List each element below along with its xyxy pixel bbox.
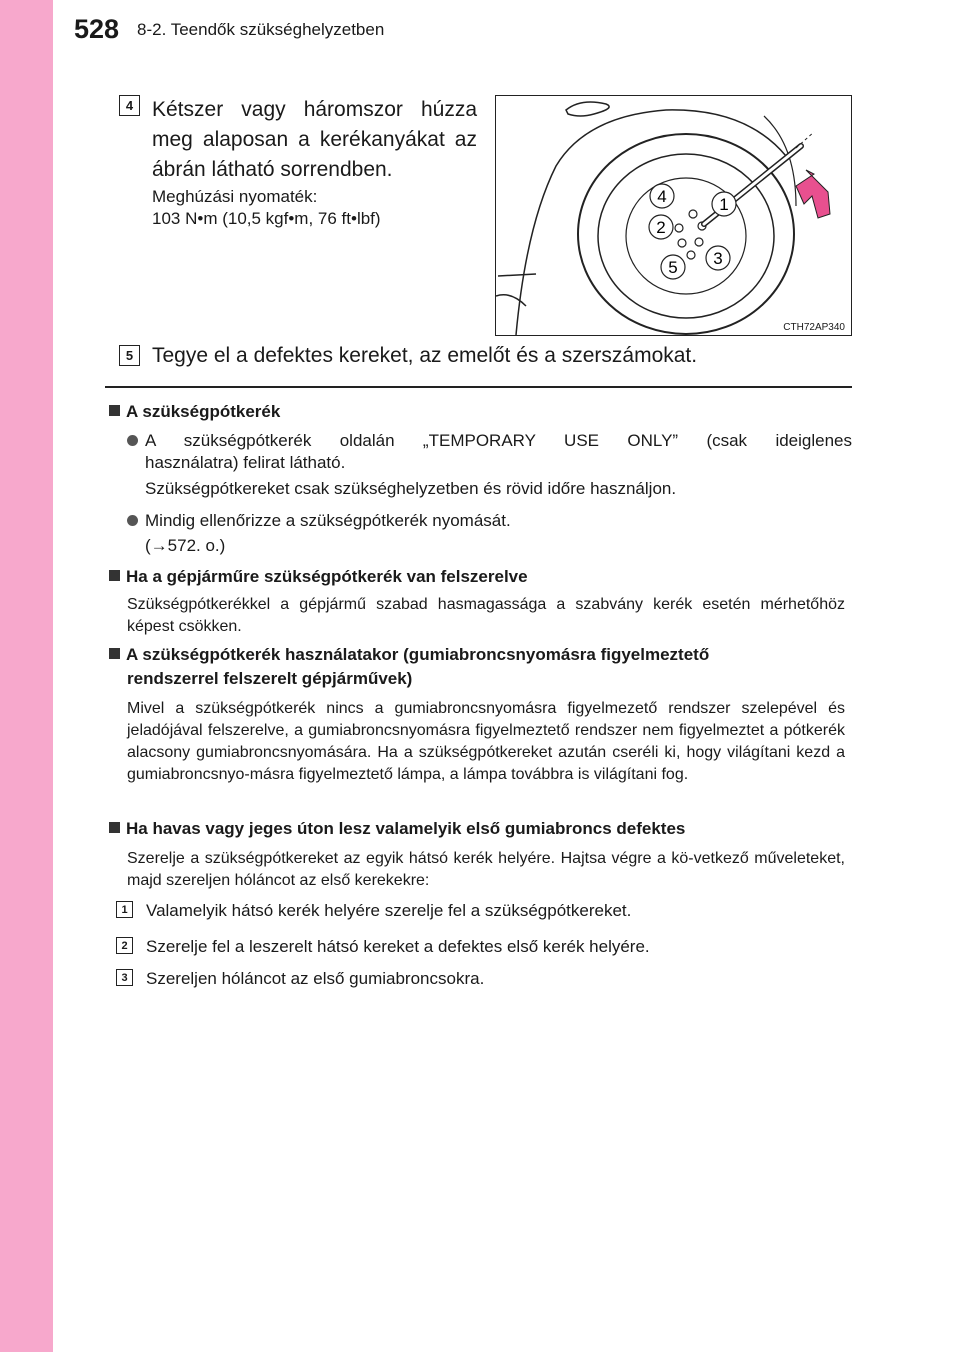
lug-nuts — [675, 210, 706, 259]
step-number-5: 5 — [119, 345, 140, 366]
snow-step-2-text: Szerelje fel a leszerelt hátsó kereket a defektes első kerék helyére. — [146, 937, 650, 956]
spare-bullet-2 — [127, 510, 144, 532]
nut-number-3: 3 — [713, 249, 723, 268]
lug-nut — [689, 210, 697, 218]
tpms-heading-line-2: rendszerrel felszerelt gépjárművek) — [127, 669, 413, 688]
square-bullet-icon — [109, 648, 120, 659]
torque-label: Meghúzási nyomaték: — [152, 187, 318, 206]
lug-nut — [687, 251, 695, 259]
spare-bullet-1 — [127, 430, 144, 452]
nut-number-2: 2 — [656, 218, 666, 237]
section-divider — [105, 386, 852, 388]
square-bullet-icon — [109, 570, 120, 581]
body-line-2 — [498, 274, 536, 276]
wheel-nut-figure — [495, 95, 852, 336]
spare-bullet-1-line-2: használatra) felirat látható. — [145, 453, 346, 472]
torque-spec — [152, 186, 381, 230]
lug-nut — [678, 239, 686, 247]
body-line — [496, 295, 526, 306]
wheel-illustration — [496, 96, 851, 335]
fitted-body: Szükségpótkerékkel a gépjármű szabad hasmagassága a szabvány kerék esetén mérhetőhöz képest csökken. — [127, 596, 845, 635]
lug-nut — [695, 238, 703, 246]
snow-step-3-text: Szereljen hóláncot az első gumiabroncsokra. — [146, 969, 485, 988]
snow-step-number-1: 1 — [116, 901, 133, 918]
spare-bullet-1-line-3: Szükségpótkereket csak szükséghelyzetben és rövid időre használjon. — [145, 479, 677, 498]
snow-heading: Ha havas vagy jeges úton lesz valamelyik első gumiabroncs defektes — [109, 818, 685, 840]
round-bullet-icon — [127, 515, 138, 526]
tire-outline — [578, 134, 794, 334]
step-number-4: 4 — [119, 95, 140, 116]
figure-code: CTH72AP340 — [783, 322, 845, 333]
sidebar-tab — [0, 0, 53, 1352]
section-title: 8-2. Teendők szükséghelyzetben — [137, 20, 385, 39]
nut-order-labels — [649, 184, 736, 279]
torque-value: 103 N•m (10,5 kgf•m, 76 ft•lbf) — [152, 209, 381, 228]
tpms-body: Mivel a szükségpótkerék nincs a gumiabroncsnyomásra figyelmezető rendszer szelepével és jeladójával felszerelve, a gumiabroncsnyomásra figyelmeztető rendszer nem figyelmeztet a pótkerék alacsony gumiabroncsnyomására. Ha a szükségpótkereket azután cseréli ki, hogy világítani kezd a gumiabroncsnyo-másra figyelmeztető lámpa, a lámpa továbbra is világítani fog. — [127, 700, 845, 783]
spare-bullet-2-line-1: Mindig ellenőrizze a szükségpótkerék nyomását. — [145, 511, 511, 530]
fitted-heading: Ha a gépjárműre szükségpótkerék van felszerelve — [109, 566, 528, 588]
fender-detail — [566, 102, 609, 116]
snow-body: Szerelje a szükségpótkereket az egyik hátsó kerék helyére. Hajtsa végre a kö-vetkező műveleteket, majd szereljen hóláncot az első kerekekre: — [127, 850, 845, 889]
lug-nut — [675, 224, 683, 232]
round-bullet-icon — [127, 435, 138, 446]
nut-number-4: 4 — [657, 187, 667, 206]
nut-number-1: 1 — [719, 195, 729, 214]
step-5-text: Tegye el a defektes kereket, az emelőt és a szerszámokat. — [152, 344, 698, 367]
nut-number-5: 5 — [668, 258, 678, 277]
spare-bullet-2-line-2: (→572. o.) — [145, 536, 226, 555]
rotation-arrow-icon — [796, 170, 830, 218]
snow-step-1-text: Valamelyik hátsó kerék helyére szerelje fel a szükségpótkereket. — [146, 901, 632, 920]
page-number: 528 — [74, 14, 120, 44]
tpms-heading: A szükségpótkerék használatakor (gumiabroncsnyomásra figyelmeztető — [109, 644, 709, 666]
snow-step-number-2: 2 — [116, 937, 133, 954]
square-bullet-icon — [109, 822, 120, 833]
square-bullet-icon — [109, 405, 120, 416]
step-4-text: Kétszer vagy háromszor húzza meg alaposan a kerékanyákat az ábrán látható sorrendben. — [152, 98, 477, 181]
spare-bullet-1-line-1: A szükségpótkerék oldalán „TEMPORARY USE ONLY” (csak ideiglenes — [145, 431, 852, 450]
snow-step-number-3: 3 — [116, 969, 133, 986]
spare-heading: A szükségpótkerék — [109, 401, 280, 423]
